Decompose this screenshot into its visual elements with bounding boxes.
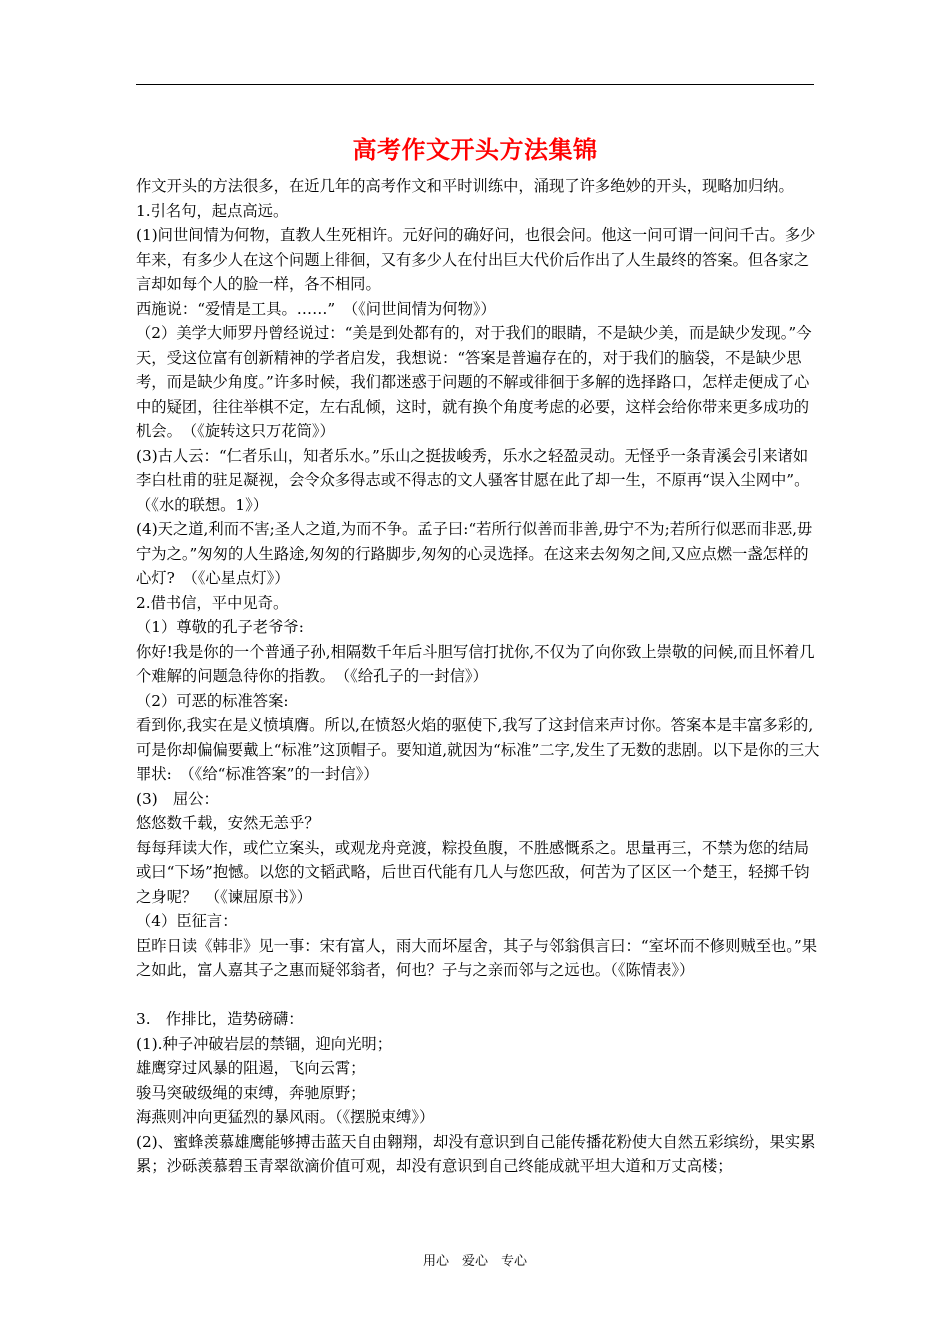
paragraph: 骏马突破级绳的束缚，奔驰原野； — [136, 1083, 366, 1102]
paragraph: 海燕则冲向更猛烈的暴风雨。（《摆脱束缚》） — [136, 1108, 435, 1126]
paragraph: 1.引名句，起点高远。 — [136, 201, 289, 220]
paragraph: 每每拜读大作，或伫立案头，或观龙舟竞渡，粽投鱼腹，不胜感慨系之。思量再三，不禁为您的结局或曰“下场”抱憾。以您的文韬武略，后世百代能有几人与您匹敌，何苦为了区区一个楚王，轻掷千钧之身呢？ （《谏屈原书》） — [136, 838, 810, 906]
header-rule — [136, 84, 814, 85]
paragraph: (1).种子冲破岩层的禁锢，迎向光明； — [136, 1034, 392, 1053]
paragraph: （2）美学大师罗丹曾经说过：“美是到处都有的，对于我们的眼睛，不是缺少美，而是缺少发现。”今天，受这位富有创新精神的学者启发，我想说：“答案是普遍存在的，对于我们的脑袋，不是缺少思考，而是缺少角度。”许多时候，我们都迷惑于问题的不解或徘徊于多解的选择路口，怎样走便成了心中的疑团，往往举棋不定，左右乱倾，这时，就有换个角度考虑的必要，这样会给你带来更多成功的机会。 （《旋转这只万花筒》） — [136, 324, 812, 440]
page-footer: 用心 爱心 专心 — [422, 1254, 527, 1269]
paragraph: (3)古人云：“仁者乐山，知者乐水。”乐山之挺拔峻秀，乐水之轻盈灵动。无怪乎一条青溪会引来诸如李白杜甫的驻足凝视，会令众多得志或不得志的文人骚客甘愿在此了却一生，不原再“误入尘网中”。（《水的联想。1》） — [136, 446, 810, 514]
paragraph: (4)天之道,利而不害;圣人之道,为而不争。孟子曰:“若所行似善而非善,毋宁不为;若所行似恶而非恶,毋宁为之。”匆匆的人生路途,匆匆的行路脚步,匆匆的心灵选择。在这来去匆匆之间,又应点燃一盏怎样的心灯? （《心星点灯》） — [136, 520, 813, 587]
paragraph: （1）尊敬的孔子老爷爷: — [136, 618, 304, 636]
paragraph: 臣昨日读《韩非》见一事：宋有富人，雨大而坏屋舍，其子与邻翁俱言曰：“室坏而不修则贼至也。”果之如此，富人嘉其子之惠而疑邻翁者，何也？子与之亲而邻与之远也。（《陈情表》） — [136, 936, 818, 979]
paragraph: (3) 屈公： — [136, 789, 219, 808]
paragraph: 你好!我是你的一个普通子孙,相隔数千年后斗胆写信打扰你,不仅为了向你致上崇敬的问候,而且怀着几个难解的问题急待你的指教。 （《给孔子的一封信》） — [136, 642, 815, 685]
paragraph: 3. 作排比，造势磅礴： — [136, 1010, 304, 1028]
paragraph: （4）臣征言： — [136, 912, 238, 930]
paragraph: （2）可恶的标准答案: — [136, 691, 289, 710]
paragraph: 作文开头的方法很多，在近几年的高考作文和平时训练中，涌现了许多绝妙的开头，现略加归纳。 — [136, 177, 794, 195]
paragraph: 看到你,我实在是义愤填膺。所以,在愤怒火焰的驱使下,我写了这封信来声讨你。答案本是丰富多彩的,可是你却偏偏要戴上“标准”这顶帽子。要知道,就因为“标准”二字,发生了无数的悲剧。以下是你的三大罪状: （《给“标准答案”的一封信》） — [136, 716, 820, 783]
paragraph: 悠悠数千载，安然无恙乎？ — [136, 814, 320, 832]
paragraph: 2.借书信，平中见奇。 — [136, 593, 289, 612]
document-title: 高考作文开头方法集锦 — [352, 136, 598, 164]
blank-line — [136, 983, 820, 1008]
paragraph: (1)问世间情为何物，直教人生死相许。元好问的确好问，也很会问。他这一问可谓一问问千古。多少年来，有多少人在这个问题上徘徊，又有多少人在付出巨大代价后作出了人生最终的答案。但各家之言却如每个人的脸一样，各不相同。 — [136, 226, 816, 293]
paragraph: 西施说：“爱情是工具。……” （《问世间情为何物》） — [136, 299, 496, 318]
paragraph: (2)、蜜蜂羡慕雄鹰能够搏击蓝天自由翱翔，却没有意识到自己能传播花粉使大自然五彩缤纷，果实累累；沙砾羡慕碧玉青翠欲滴价值可观，却没有意识到自己终能成就平坦大道和万丈高楼； — [136, 1132, 816, 1175]
paragraph: 雄鹰穿过风暴的阻遏，飞向云霄； — [136, 1059, 366, 1077]
document-body — [136, 174, 820, 1179]
